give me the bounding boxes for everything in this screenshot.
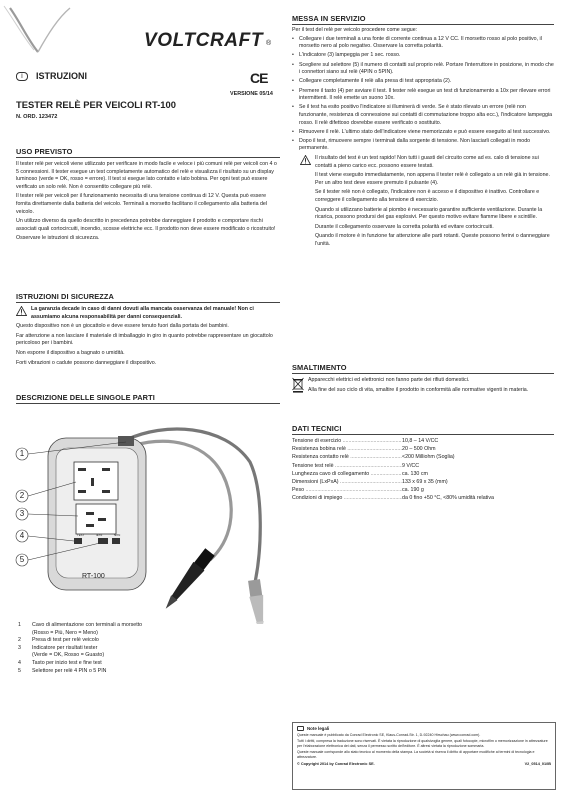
red-clamp	[160, 548, 215, 613]
version-label: VERSIONE 05/14	[230, 91, 273, 97]
spec-value: da 0 fino +50 °C, <80% umidità relativa	[402, 495, 494, 502]
messa-step: • L'indicatore (3) lampeggia per 1 sec. rosso.	[292, 52, 554, 60]
sicurezza-p1: Questo dispositivo non è un giocattolo e deve essere tenuto fuori dalla portata dei bambini.	[16, 323, 229, 330]
notice-copyright: © Copyright 2014 by Conrad Electronic SE.	[297, 762, 375, 766]
section-uso	[16, 147, 280, 243]
spec-value: 20 – 500 Ohm	[402, 446, 436, 453]
sicurezza-p4: Forti vibrazioni o cadute possono danneggiare il dispositivo.	[16, 359, 157, 366]
part-text: (Rosso = Più, Nero = Meno)	[32, 629, 98, 636]
part-text: Presa di test per relè veicolo	[32, 637, 99, 644]
messa-note-2: Il test viene eseguito immediatamente, non appena il tester relè è collegato a un relè già in tensione. Per un altro test deve essere premuto il pulsante (4).	[315, 172, 550, 186]
spec-label	[292, 486, 402, 494]
messa-heading: MESSA IN SERVIZIO	[292, 14, 554, 25]
part-item	[18, 652, 278, 660]
messa-note-6: Quando il motore è in funzione far attenzione alle parti rotanti. Queste possono ferirvi o danneggiare l'unità.	[315, 233, 550, 247]
device-pin-label-5: 5PIN	[114, 533, 121, 537]
callout-5: 5	[19, 555, 25, 564]
messa-step: • Scegliere sul selettore (5) il numero di contatti sul proprio relè. Portare l'interruttore in posizione, in modo che i connettori siano sul relè (4PIN o 5PIN).	[292, 62, 554, 77]
notice-title: Note legali	[307, 726, 330, 731]
uso-p4: Osservare le istruzioni di sicurezza.	[16, 235, 100, 242]
device-illustration	[14, 412, 282, 624]
language-title: ISTRUZIONI	[36, 71, 87, 81]
spec-value: ca. 130 cm	[402, 470, 428, 477]
sicurezza-heading: ISTRUZIONI DI SICUREZZA	[16, 292, 280, 303]
dati-heading: DATI TECNICI	[292, 424, 554, 435]
registered-mark: ®	[266, 40, 272, 47]
part-number: 4	[18, 659, 21, 666]
notice-p2: Tutti i diritti, compresa la traduzione sono riservati. È vietata la riproduzione di qualsivoglia genere, quali fotocopie, microfilm o memorizzazione in attrezzature per l'elaborazione elettronica dei dati, senza il permesso scritto dell'editore. È altresì vietata la riproduzione sommaria.	[297, 739, 548, 748]
notice-p1: Queste manuale è pubblicato da Conrad Electronic SE, Klaus-Conrad-Str. 1, D-92240 Hirschau (www.conrad.com).	[297, 733, 481, 737]
spec-label-text: Condizioni di impiego	[292, 495, 343, 502]
spec-row	[292, 478, 554, 486]
spec-row	[292, 453, 554, 461]
section-descrizione	[16, 393, 280, 404]
spec-label-text: Peso	[292, 487, 305, 494]
uso-p1: Il tester relè per veicoli viene utilizzato per verificare in modo facile e veloce i più comuni relè per veicoli con 4 o 5 connessioni. Il tester esegue un test completamente automatico del relè e visualizza il risultato su un display luminoso (verde = OK, rosso = errore). Il test si esegue lato contatto e lato bobina. Per ogni test può essere verificato un solo relè. Non è consentito collegare più relè.	[16, 161, 277, 190]
part-item	[18, 668, 278, 676]
legal-notice	[292, 722, 556, 790]
spec-row	[292, 437, 554, 445]
spec-row	[292, 494, 554, 502]
spec-label	[292, 478, 402, 486]
spec-label-text: Dimensioni (LxPxA)	[292, 479, 339, 486]
book-icon	[297, 726, 304, 731]
spec-value: 133 x 69 x 35 (mm)	[402, 479, 448, 486]
spec-label	[292, 437, 402, 445]
callout-1: 1	[19, 449, 25, 458]
sicurezza-p2: Far attenzione a non lasciare il materiale di imballaggio in giro in quanto potrebbe rappresentare un giocattolo pericoloso per i bambini.	[16, 332, 273, 347]
warning-icon	[16, 306, 27, 316]
part-item	[18, 660, 278, 668]
messa-step: • Dopo il test, rimuovere sempre i terminali dalla sorgente di tensione. Non lasciarli collegati in modo permanente.	[292, 138, 554, 153]
part-number: 3	[18, 644, 21, 651]
callout-4: 4	[19, 531, 25, 540]
spec-value: 9 V/CC	[402, 462, 420, 469]
device-pin-label-4: 4PIN	[96, 533, 103, 537]
callout-2: 2	[19, 491, 25, 500]
product-title: TESTER RELÈ PER VEICOLI RT-100	[16, 99, 176, 110]
spec-table	[292, 437, 554, 503]
part-item	[18, 637, 278, 645]
part-item	[18, 622, 278, 630]
spec-label-text: Lunghezza cavo di collegamento	[292, 470, 370, 477]
section-dati	[292, 424, 554, 503]
part-number: 2	[18, 637, 21, 644]
spec-row	[292, 470, 554, 478]
part-item	[18, 645, 278, 653]
part-text: Cavo di alimentazione con terminali a morsetto	[32, 622, 143, 628]
spec-row	[292, 486, 554, 494]
uso-heading: USO PREVISTO	[16, 147, 280, 158]
spec-label	[292, 470, 402, 478]
notice-p3: Queste manuale corrisponde allo stato tecnico al momento della stampa. La società si riserva il diritto di apportare modifiche ai termini di tecnologia e attrezzature.	[297, 750, 535, 759]
uso-p3: Un utilizzo diverso da quello descritto in precedenza potrebbe danneggiare il prodotto e comportare rischi associati quali cortocircuiti, incendio, scosse elettriche ecc. Il prodotto non deve essere modificato o ricostruito!	[16, 218, 276, 232]
spec-label	[292, 445, 402, 453]
part-number: 1	[18, 622, 21, 628]
part-number	[18, 652, 32, 660]
spec-label	[292, 453, 402, 461]
messa-step: • Premere il tasto (4) per avviare il test. Il tester relè esegue un test di funzionamento a 10x per rilevare errori intermittenti. Il relè emette un suono 10x.	[292, 88, 554, 103]
messa-step: • Se il test ha esito positivo l'indicatore si illuminerà di verde. Se è stato rilevato un errore (relè non funzionante, resistenza di connessione sui contatti di commutazione troppo alta ecc.), l'indicatore lampeggia rosso. Il relè difettoso dovrebbe essere verificato o sostituito.	[292, 104, 554, 127]
part-text: Tasto per inizio test e fine test	[32, 659, 102, 666]
wheelie-bin-icon	[292, 377, 304, 393]
spec-label	[292, 494, 402, 502]
part-number: 5	[18, 667, 21, 674]
spec-label-text: Tensione test relè	[292, 462, 334, 469]
spec-label	[292, 462, 402, 470]
spec-label-text: Resistenza bobina relè	[292, 446, 346, 453]
messa-note-5: Durante il collegamento osservare la corretta polarità ed evitare cortocircuiti.	[315, 223, 494, 230]
smaltimento-heading: SMALTIMENTO	[292, 363, 554, 374]
messa-note-4: Quando si utilizzano batterie al piombo è necessario garantire sufficiente ventilazione. Durante la ricarica, possono prodursi dei gas esplosivi. Per questo motivo evitare fiamme libere e scintille.	[315, 206, 543, 221]
callout-3: 3	[19, 509, 25, 518]
spec-label-text: Resistenza contatto relè	[292, 454, 349, 461]
parts-list	[18, 622, 278, 675]
part-number	[18, 630, 32, 638]
spec-value: <200 Milliohm (Soglia)	[402, 454, 455, 461]
messa-intro: Per il test del relè per veicolo procedere come segue:	[292, 27, 418, 33]
section-smaltimento	[292, 363, 554, 394]
black-clamp	[247, 579, 268, 624]
device-test-label: TEST	[77, 533, 85, 537]
messa-step: • Collegare i due terminali a una fonte di corrente continua a 12 V CC. Il morsetto rosso al polo positivo, il morsetto nero al polo negativo. Osservare la corretta polarità.	[292, 36, 554, 51]
descrizione-heading: DESCRIZIONE DELLE SINGOLE PARTI	[16, 393, 280, 404]
part-text: Indicatore per risultati tester	[32, 644, 98, 651]
messa-step: • Rimuovere il relè. L'ultimo stato dell'indicatore viene memorizzato e può essere eseguito al test successivo.	[292, 129, 554, 137]
section-messa	[292, 14, 554, 249]
device-model-label: RT-100	[82, 573, 105, 580]
order-number: N. ORD. 123472	[16, 114, 58, 120]
messa-step: • Collegare completamente il relè alla presa di test appropriata (2).	[292, 78, 554, 86]
notice-code: V2_0514_01/IB	[524, 762, 551, 766]
brand-logo: VOLTCRAFT	[144, 30, 264, 51]
smaltimento-p1: Apparecchi elettrici ed elettronici non fanno parte dei rifiuti domestici.	[308, 377, 470, 383]
part-text: Selettore per relè 4 PIN o 5 PIN	[32, 667, 107, 674]
language-badge: I	[16, 72, 28, 81]
part-item	[18, 630, 278, 638]
spec-row	[292, 462, 554, 470]
sicurezza-p3: Non esporre il dispositivo a bagnato o umidità.	[16, 349, 125, 356]
messa-note-1: Il risultato del test è un test rapido! Non tutti i guasti del circuito come ad es. calo di tensione sui contatti a pieno carico ecc. possono essere testati.	[315, 155, 539, 169]
messa-steps	[292, 36, 554, 153]
spec-value: 10,8 – 14 V/CC	[402, 438, 439, 444]
spec-value: ca. 190 g	[402, 487, 424, 494]
uso-p2: Il tester relè per veicoli per il funzionamento necessita di una tensione continua di 12 V. Questa può essere fornita direttamente dalla batteria del veicolo. Terminali a morsetto facilitano il collegamento alla batteria del veicolo.	[16, 193, 268, 215]
sicurezza-warning: La garanzia decade in caso di danni dovuti alla mancata osservanza del manuale! Non ci assumiamo alcuna responsabilità per danni consequenziali.	[31, 306, 254, 320]
spec-label-text: Tensione di esercizio	[292, 438, 342, 444]
spec-row	[292, 445, 554, 453]
smaltimento-p2: Alla fine del suo ciclo di vita, smaltire il prodotto in conformità alle normative vigenti in materia.	[308, 386, 529, 393]
part-text: (Verde = OK, Rosso = Guasto)	[32, 652, 105, 659]
section-sicurezza	[16, 292, 280, 367]
ce-mark: CE	[250, 70, 268, 86]
messa-note-3: Se il tester relè non è collegato, l'indicatore non è acceso e il dispositivo è inattivo. Controllare e correggere il collegamento alla tensione di esercizio.	[315, 189, 540, 204]
warning-icon	[300, 155, 311, 165]
